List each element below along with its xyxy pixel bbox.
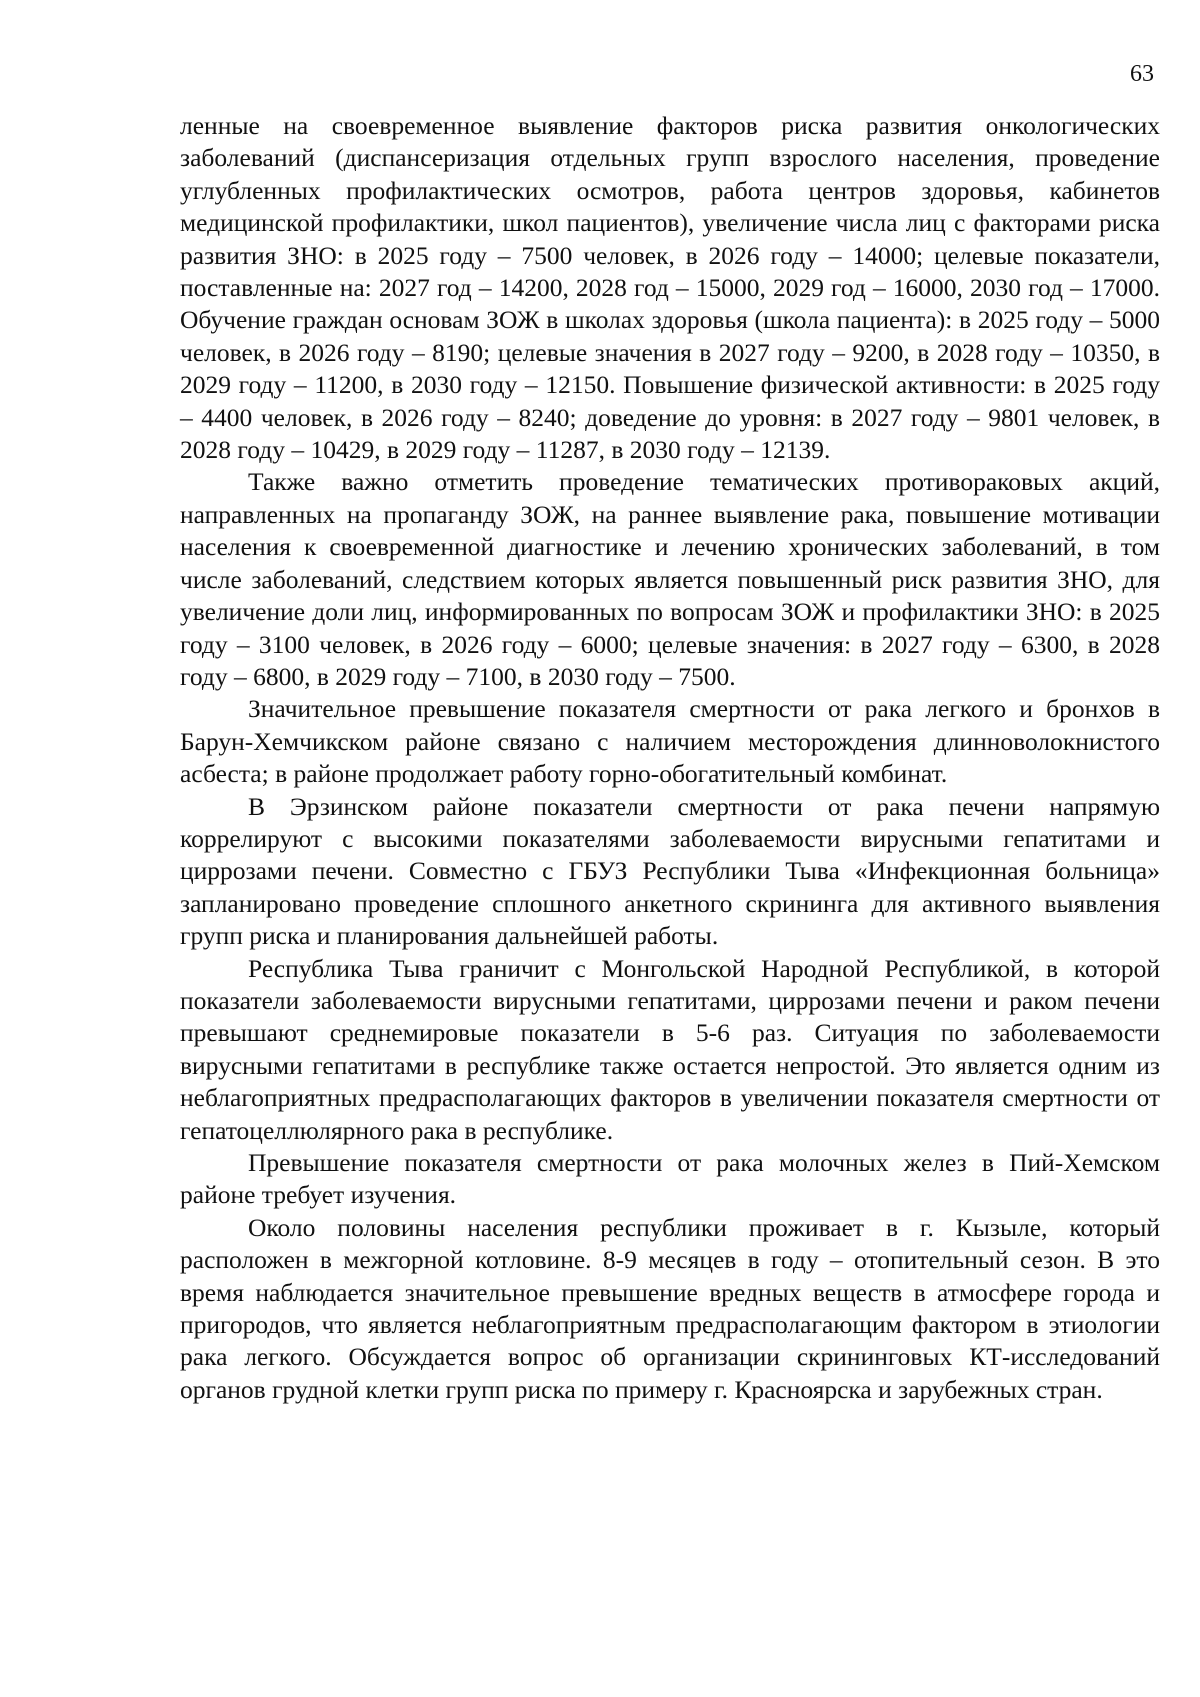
paragraph: Около половины населения республики проживает в г. Кызыле, который расположен в межгорной котловине. 8-9 месяцев в году – отопительный сезон. В это время наблюдается значительное превышение вредных веществ в атмосфере города и пригородов, что является неблагоприятным предрасполагающим фактором в этиологии рака легкого. Обсуждается вопрос об организации скрининговых КТ-исследований органов грудной клетки групп риска по примеру г. Красноярска и зарубежных стран.	[180, 1212, 1160, 1404]
page-number: 63	[1130, 61, 1154, 87]
paragraph: Значительное превышение показателя смертности от рака легкого и бронхов в Барун-Хемчикском районе связано с наличием месторождения длинноволокнистого асбеста; в районе продолжает работу горно-обогатительный комбинат.	[180, 694, 1160, 789]
paragraph-continuation: ленные на своевременное выявление факторов риска развития онкологических заболеваний (диспансеризация отдельных групп взрослого населения, проведение углубленных профилактических осмотров, работа центров здоровья, кабинетов медицинской профилактики, школ пациентов), увеличение числа лиц с факторами риска развития ЗНО: в 2025 году – 7500 человек, в 2026 году – 14000; целевые показатели, поставленные на: 2027 год – 14200, 2028 год – 15000, 2029 год – 16000, 2030 год – 17000. Обучение граждан основам ЗОЖ в школах здоровья (школа пациента): в 2025 году – 5000 человек, в 2026 году – 8190; целевые значения в 2027 году – 9200, в 2028 году – 10350, в 2029 году – 11200, в 2030 году – 12150. Повышение физической активности: в 2025 году – 4400 человек, в 2026 году – 8240; доведение до уровня: в 2027 году – 9801 человек, в 2028 году – 10429, в 2029 году – 11287, в 2030 году – 12139.	[180, 111, 1160, 465]
paragraph: Республика Тыва граничит с Монгольской Народной Республикой, в которой показатели заболеваемости вирусными гепатитами, циррозами печени и раком печени превышают среднемировые показатели в 5-6 раз. Ситуация по заболеваемости вирусными гепатитами в республике также остается непростой. Это является одним из неблагоприятных предрасполагающих факторов в увеличении показателя смертности от гепатоцеллюлярного рака в республике.	[180, 953, 1160, 1145]
document-body	[180, 110, 1160, 1406]
paragraph: Также важно отметить проведение тематических противораковых акций, направленных на пропаганду ЗОЖ, на раннее выявление рака, повышение мотивации населения к своевременной диагностике и лечению хронических заболеваний, в том числе заболеваний, следствием которых является повышенный риск развития ЗНО, для увеличение доли лиц, информированных по вопросам ЗОЖ и профилактики ЗНО: в 2025 году – 3100 человек, в 2026 году – 6000; целевые значения: в 2027 году – 6300, в 2028 году – 6800, в 2029 году – 7100, в 2030 году – 7500.	[180, 467, 1160, 691]
paragraph: В Эрзинском районе показатели смертности от рака печени напрямую коррелируют с высокими показателями заболеваемости вирусными гепатитами и циррозами печени. Совместно с ГБУЗ Республики Тыва «Инфекционная больница» запланировано проведение сплошного анкетного скрининга для активного выявления групп риска и планирования дальнейшей работы.	[180, 791, 1160, 951]
paragraph: Превышение показателя смертности от рака молочных желез в Пий-Хемском районе требует изучения.	[180, 1148, 1160, 1210]
